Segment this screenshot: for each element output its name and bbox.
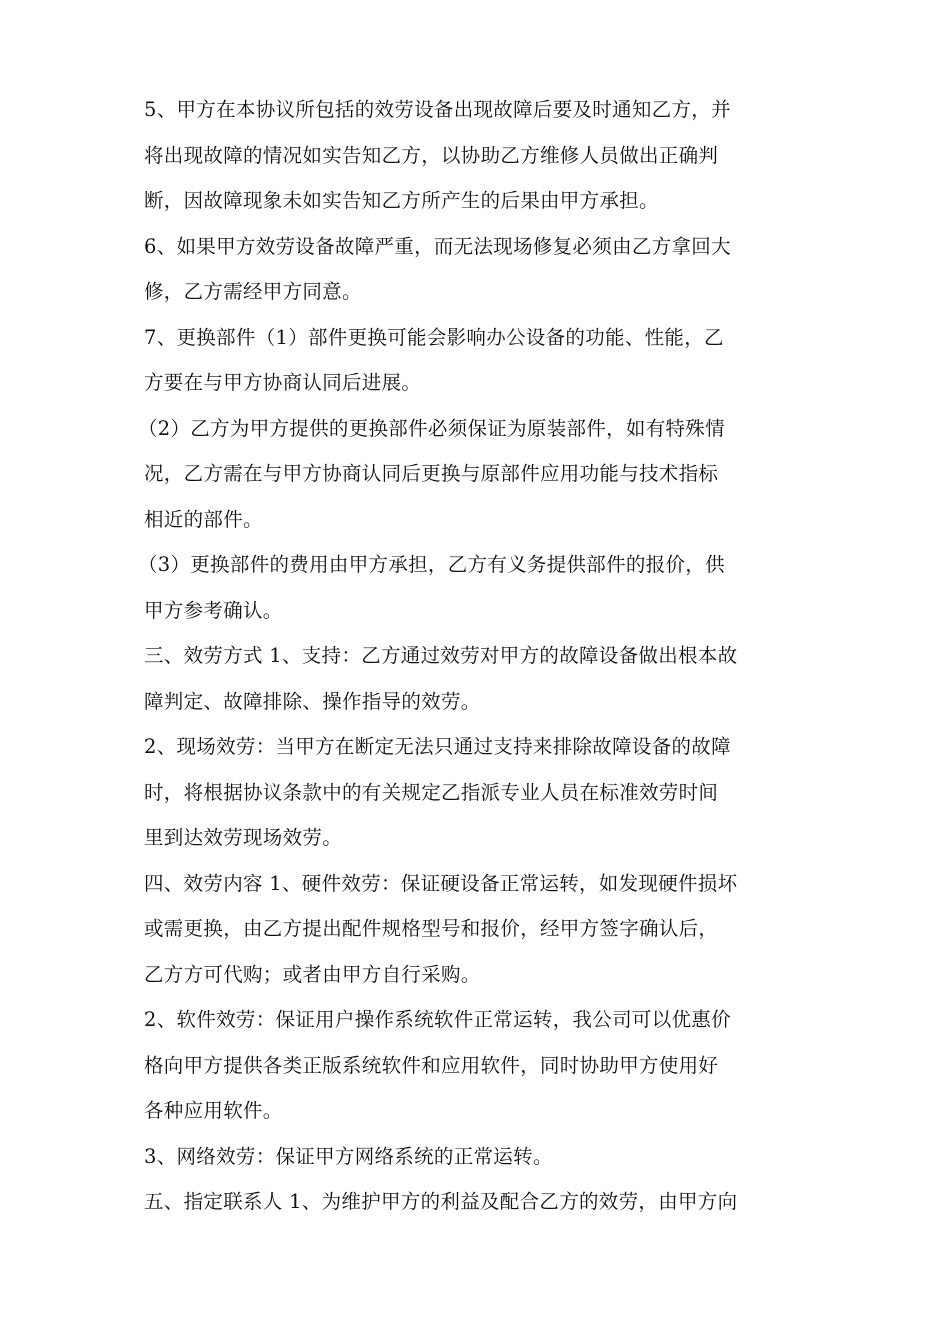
text-line: 五、指定联系人 1、为维护甲方的利益及配合乙方的效劳，由甲方向 [144,1190,738,1213]
text-line: 况，乙方需在与甲方协商认同后更换与原部件应用功能与技术指标 [144,462,719,485]
text-line: 四、效劳内容 1、硬件效劳：保证硬设备正常运转，如发现硬件损坏 [144,872,738,895]
text-line: 6、如果甲方效劳设备故障严重，而无法现场修复必须由乙方拿回大 [144,235,731,258]
text-line: 甲方参考确认。 [144,599,283,622]
text-line: 乙方方可代购；或者由甲方自行采购。 [144,963,481,986]
text-line: （3）更换部件的费用由甲方承担，乙方有义务提供部件的报价，供 [138,553,725,576]
text-line: 将出现故障的情况如实告知乙方，以协助乙方维修人员做出正确判 [144,144,719,167]
text-line: （2）乙方为甲方提供的更换部件必须保证为原装部件，如有特殊情 [138,417,725,440]
text-line: 时，将根据协议条款中的有关规定乙指派专业人员在标准效劳时间 [144,781,719,804]
text-line: 5、甲方在本协议所包括的效劳设备出现故障后要及时通知乙方，并 [144,98,731,121]
text-line: 格向甲方提供各类正版系统软件和应用软件，同时协助甲方使用好 [144,1054,719,1077]
text-line: 修，乙方需经甲方同意。 [144,280,362,303]
text-line: 里到达效劳现场效劳。 [144,826,343,849]
text-line: 7、更换部件（1）部件更换可能会影响办公设备的功能、性能，乙 [144,326,724,349]
text-line: 或需更换，由乙方提出配件规格型号和报价，经甲方签字确认后， [144,917,719,940]
text-line: 障判定、故障排除、操作指导的效劳。 [144,690,481,713]
text-line: 各种应用软件。 [144,1099,283,1122]
text-line: 相近的部件。 [144,508,263,531]
text-line: 三、效劳方式 1、支持：乙方通过效劳对甲方的故障设备做出根本故 [144,644,738,667]
text-line: 方要在与甲方协商认同后进展。 [144,371,422,394]
text-line: 2、现场效劳：当甲方在断定无法只通过支持来排除故障设备的故障 [144,735,731,758]
text-line: 断，因故障现象未如实告知乙方所产生的后果由甲方承担。 [144,189,659,212]
text-line: 3、网络效劳：保证甲方网络系统的正常运转。 [144,1145,553,1168]
text-line: 2、软件效劳：保证用户操作系统软件正常运转，我公司可以优惠价 [144,1008,731,1031]
